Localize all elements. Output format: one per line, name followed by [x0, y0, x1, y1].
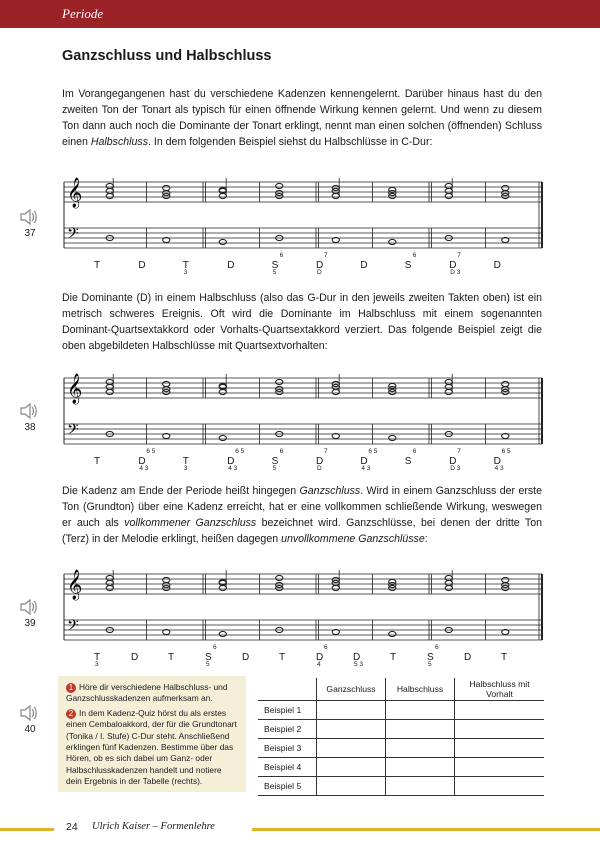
- harmony-function: T: [94, 260, 101, 271]
- page-title: Ganzschluss und Halbschluss: [62, 48, 272, 64]
- harmony-function: D 6 5 4 3: [360, 448, 378, 472]
- harmony-function: S 6 5: [427, 644, 439, 668]
- harmony-function: T: [390, 652, 397, 663]
- harmony-function: T 3: [94, 652, 101, 668]
- footer-author: Ulrich Kaiser – Formenlehre: [92, 821, 215, 832]
- answer-cell[interactable]: [386, 777, 455, 796]
- score-system: [62, 172, 544, 254]
- score-system: [62, 368, 544, 450]
- page-header: [0, 0, 600, 28]
- answer-table: [258, 678, 544, 796]
- harmony-function: D: [360, 260, 368, 271]
- table-row: Beispiel 1: [258, 701, 544, 720]
- svg-text:𝄢: 𝄢: [67, 617, 79, 638]
- answer-cell[interactable]: [317, 758, 386, 777]
- answer-cell[interactable]: [317, 777, 386, 796]
- svg-text:𝄞: 𝄞: [67, 570, 83, 600]
- table-header: Halbschluss: [386, 678, 455, 701]
- speaker-icon[interactable]: [18, 702, 40, 724]
- badge-1: 1: [66, 683, 76, 693]
- function-labels: [62, 448, 544, 472]
- harmony-function: D 5 3: [353, 652, 364, 668]
- page-number: 24: [66, 821, 78, 833]
- footer-rule: [0, 828, 54, 831]
- harmony-function: D 7 D: [316, 252, 328, 276]
- svg-text:𝄞: 𝄞: [67, 374, 83, 404]
- audio-number: 40: [24, 724, 36, 735]
- function-labels: [62, 252, 544, 276]
- harmony-function: D 7 D: [316, 448, 328, 472]
- table-header: Ganzschluss: [317, 678, 386, 701]
- harmony-function: D: [242, 652, 250, 663]
- harmony-function: S 6 5: [271, 252, 284, 276]
- harmony-function: S 6 5: [271, 448, 284, 472]
- harmony-function: S 6: [404, 448, 417, 467]
- footer-rule: [252, 828, 600, 831]
- audio-number: 39: [24, 618, 36, 629]
- svg-text:𝄢: 𝄢: [67, 421, 79, 442]
- harmony-function: T: [94, 456, 101, 467]
- speaker-icon[interactable]: [18, 596, 40, 618]
- harmony-function: T 3: [182, 456, 189, 472]
- answer-cell[interactable]: [455, 758, 545, 777]
- harmony-function: D: [138, 260, 146, 271]
- section-title: Periode: [62, 6, 104, 21]
- answer-cell[interactable]: [317, 720, 386, 739]
- answer-cell[interactable]: [386, 701, 455, 720]
- audio-number: 38: [24, 422, 36, 433]
- answer-cell[interactable]: [455, 777, 545, 796]
- task-item-2: 2 In dem Kadenz-Quiz hörst du als erstes einen Cembaloakkord, der für die Grundtonart (Tonika / I. Stufe) C-Dur steht. Anschließend erklingen fünf Kadenzen. Bestimme über das Hören, ob es sich dabei um Ganz- oder Halbschlusskadenzen handelt und notiere dein Ergebnis in der Tabelle (rechts).: [66, 707, 237, 787]
- harmony-function: D 7 D 3: [449, 252, 461, 276]
- answer-cell[interactable]: [386, 758, 455, 777]
- harmony-function: D: [131, 652, 139, 663]
- speaker-icon[interactable]: [18, 400, 40, 422]
- page-footer: [0, 818, 600, 842]
- table-row: Beispiel 2: [258, 720, 544, 739]
- answer-cell[interactable]: [455, 720, 545, 739]
- harmony-function: D: [493, 260, 501, 271]
- harmony-function: D 6 5 4 3: [493, 448, 511, 472]
- badge-2: 2: [66, 709, 76, 719]
- task-box: [58, 676, 246, 792]
- audio-number: 37: [24, 228, 36, 239]
- table-row: Beispiel 4: [258, 758, 544, 777]
- table-header: Halbschluss mit Vorhalt: [455, 678, 545, 701]
- harmony-function: T: [501, 652, 508, 663]
- answer-cell[interactable]: [386, 720, 455, 739]
- answer-cell[interactable]: [317, 701, 386, 720]
- answer-cell[interactable]: [455, 701, 545, 720]
- task-item-1: 1 Höre dir verschiedene Halbschluss- und Ganzschlusskadenzen aufmerksam an.: [66, 682, 228, 704]
- answer-cell[interactable]: [317, 739, 386, 758]
- harmony-function: S 6 5: [205, 644, 217, 668]
- intro-paragraph: Im Vorangegangenen hast du verschiedene Kadenzen kennengelernt. Darüber hinaus hast du den zweiten Ton der Tonart als typisch für einen öffnende Wirkung kennen gelernt. Und wenn zu diesem Ton dann auch noch die Dominante der Tonart erklingt, nennt man einen solchen (öffnenden) Schluss einen Halbschluss. In dem folgenden Beispiel siehst du Halbschlüsse in C-Dur:: [62, 88, 542, 148]
- table-header: [258, 678, 317, 701]
- harmony-function: D 7 D 3: [449, 448, 461, 472]
- harmony-function: D 6 5 4 3: [227, 448, 245, 472]
- score-system: [62, 564, 544, 646]
- harmony-function: T 3: [182, 260, 189, 276]
- answer-cell[interactable]: [455, 739, 545, 758]
- table-row: Beispiel 5: [258, 777, 544, 796]
- ganzschluss-paragraph: Die Kadenz am Ende der Periode heißt hingegen Ganzschluss. Wird in einem Ganzschluss der erste Ton (Grundton) über eine Kadenz erreicht, hat er eine vollkommen schließende Wirkung, weswegen er auch als vollkommener Ganzschluss bezeichnet wird. Ganzschlüsse, bei denen der dritte Ton (Terz) in der Melodie erklingt, heißen dagegen unvollkommene Ganzschlüsse:: [62, 485, 543, 545]
- svg-text:𝄢: 𝄢: [67, 225, 79, 246]
- answer-cell[interactable]: [386, 739, 455, 758]
- speaker-icon[interactable]: [18, 206, 40, 228]
- harmony-function: T: [168, 652, 175, 663]
- harmony-function: S 6: [404, 252, 417, 271]
- table-row: Beispiel 3: [258, 739, 544, 758]
- harmony-function: T: [279, 652, 286, 663]
- harmony-function: D 6 4: [316, 644, 328, 668]
- harmony-function: D 6 5 4 3: [138, 448, 156, 472]
- harmony-function: D: [464, 652, 472, 663]
- harmony-function: D: [227, 260, 235, 271]
- dominant-paragraph: Die Dominante (D) in einem Halbschluss (also das G-Dur in den jeweils zweiten Takten oben) ist ein metrisch schweres Ereignis. Oft wird die Dominante im Halbschluss mit einem sogenannten Dominant-Quartsextakkord oder Vorhalts-Quartsextakkord verziert. Das folgende Beispiel zeigt die oben abgebildeten Halbschlüsse mit Quartsextvorhalten:: [62, 292, 542, 352]
- svg-text:𝄞: 𝄞: [67, 178, 83, 208]
- function-labels: [62, 644, 544, 668]
